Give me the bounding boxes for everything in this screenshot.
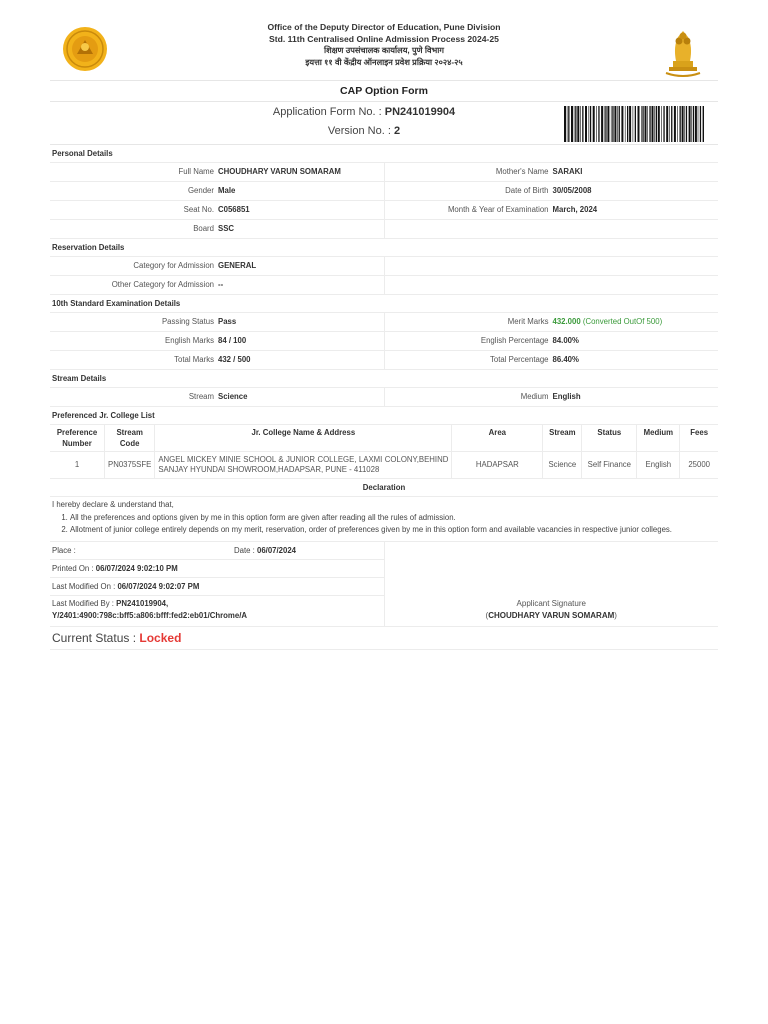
- place-field: [52, 542, 234, 559]
- header-line-3: शिक्षण उपसंचालक कार्यालय, पुणे विभाग: [324, 46, 444, 55]
- other-category-value: --: [218, 280, 224, 289]
- row-status: Self Finance: [582, 452, 637, 479]
- personal-row-2: [50, 182, 718, 201]
- total-marks-label: Total Marks: [174, 355, 214, 364]
- total-percentage-label: Total Percentage: [489, 355, 549, 364]
- place-date-row: [50, 542, 384, 560]
- total-percentage-value: 86.40%: [552, 355, 579, 364]
- row-college-name: ANGEL MICKEY MINIE SCHOOL & JUNIOR COLLEGE, LAXMI COLONY,BEHIND SANJAY HYUNDAI SHOWROOM,HADAPSAR, PUNE - 411028: [155, 452, 452, 479]
- last-modified-by-label: Last Modified By :: [52, 598, 114, 608]
- table-row: [50, 452, 718, 479]
- full-name-value: CHOUDHARY VARUN SOMARAM: [218, 167, 341, 176]
- seat-value: C056851: [218, 205, 250, 214]
- row-preference: 1: [50, 452, 105, 479]
- declaration-point-2: 2. Allotment of junior college entirely depends on my merit, reservation, order of preferences given by me in this option form and available vacancies in respective junior colleges.: [70, 524, 716, 537]
- reservation-row-1: [50, 257, 718, 276]
- header: [50, 18, 718, 80]
- col-fees: Fees: [680, 425, 718, 452]
- personal-details-title: Personal Details: [50, 145, 718, 163]
- row-fees: 25000: [680, 452, 718, 479]
- mother-name-value: SARAKI: [552, 167, 583, 176]
- total-marks-value: 432 / 500: [218, 355, 251, 364]
- gender-label: Gender: [187, 186, 214, 195]
- col-preference-number: Preference Number: [50, 425, 105, 452]
- header-line-1: Office of the Deputy Director of Education, Pune Division: [267, 22, 501, 32]
- date-field: [234, 542, 296, 559]
- last-modified-by-agent: Y/2401:4900:798c:bff5:a806:bfff:fed2:eb01/Chrome/A: [52, 610, 247, 620]
- reservation-details-title: Reservation Details: [50, 239, 718, 257]
- personal-row-4: [50, 220, 718, 239]
- personal-row-1: [50, 163, 718, 182]
- merit-marks-note: (Converted OutOf 500): [582, 317, 663, 326]
- footer-info: [50, 542, 718, 627]
- english-percentage-value: 84.00%: [552, 336, 579, 345]
- signature-paren-close: ): [614, 610, 617, 620]
- cap-option-form-page: [50, 18, 718, 650]
- gender-value: Male: [218, 186, 236, 195]
- seat-label: Seat No.: [183, 205, 214, 214]
- national-emblem-icon: [660, 23, 706, 77]
- last-modified-value: 06/07/2024 9:02:07 PM: [117, 581, 200, 591]
- exam-row-1: [50, 313, 718, 332]
- passing-status-value: Pass: [218, 317, 237, 326]
- declaration-intro: I hereby declare & understand that,: [52, 500, 174, 509]
- col-college-name: Jr. College Name & Address: [155, 425, 452, 452]
- category-label: Category for Admission: [133, 261, 214, 270]
- version-value: 2: [393, 125, 401, 137]
- stream-row: [50, 388, 718, 407]
- college-table: [50, 425, 718, 479]
- exam-month-value: March, 2024: [552, 205, 598, 214]
- application-number-value: PN241019904: [384, 106, 456, 118]
- header-line-2: Std. 11th Centralised Online Admission Process 2024-25: [269, 33, 499, 44]
- date-label: Date :: [234, 545, 255, 555]
- reservation-row-2: [50, 276, 718, 295]
- date-value: 06/07/2024: [256, 545, 297, 555]
- category-value: GENERAL: [218, 261, 257, 270]
- status-badge: Locked: [139, 630, 182, 645]
- printed-on-value: 06/07/2024 9:02:10 PM: [95, 563, 178, 573]
- last-modified-by-value: PN241019904,: [116, 598, 169, 608]
- status-label: Current Status :: [52, 630, 137, 645]
- stream-details-title: Stream Details: [50, 370, 718, 388]
- place-label: Place :: [52, 545, 76, 555]
- col-stream: Stream: [543, 425, 582, 452]
- application-info: [50, 102, 718, 145]
- passing-status-label: Passing Status: [161, 317, 214, 326]
- signature-label: Applicant Signature: [516, 598, 586, 608]
- current-status: [50, 627, 718, 650]
- row-stream-code: PN0375SFE: [105, 452, 155, 479]
- english-marks-label: English Marks: [165, 336, 214, 345]
- form-title: CAP Option Form: [50, 80, 718, 102]
- declaration-point-1: 1. All the preferences and options given by me in this option form are given after reading all the rules of admission.: [70, 512, 716, 525]
- exam-month-label: Month & Year of Examination: [447, 205, 549, 214]
- full-name-label: Full Name: [178, 167, 214, 176]
- exam-row-3: [50, 351, 718, 370]
- english-marks-value: 84 / 100: [218, 336, 247, 345]
- last-modified-row: [50, 578, 384, 596]
- row-medium: English: [637, 452, 680, 479]
- row-area: HADAPSAR: [452, 452, 543, 479]
- declaration-text: [50, 497, 718, 542]
- application-number-label: Application Form No. :: [272, 106, 382, 118]
- personal-row-3: [50, 201, 718, 220]
- dob-value: 30/05/2008: [552, 186, 592, 195]
- row-stream: Science: [543, 452, 582, 479]
- mother-name-label: Mother's Name: [495, 167, 549, 176]
- col-area: Area: [452, 425, 543, 452]
- col-status: Status: [582, 425, 637, 452]
- signature-paren-open: (: [485, 610, 489, 620]
- signature-name: CHOUDHARY VARUN SOMARAM: [488, 610, 615, 620]
- merit-marks-label: Merit Marks: [507, 317, 549, 326]
- college-table-header: [50, 425, 718, 452]
- medium-label: Medium: [520, 392, 549, 401]
- other-category-label: Other Category for Admission: [111, 280, 214, 289]
- dob-label: Date of Birth: [505, 186, 549, 195]
- board-label: Board: [193, 224, 214, 233]
- col-stream-code: Stream Code: [105, 425, 155, 452]
- version-label: Version No. :: [327, 125, 391, 137]
- last-modified-by-row: [50, 596, 384, 626]
- medium-value: English: [552, 392, 581, 401]
- stream-label: Stream: [188, 392, 214, 401]
- header-line-4: इयत्ता ११ वी केंद्रीय ऑनलाइन प्रवेश प्रक्रिया २०२४-२५: [305, 57, 463, 67]
- last-modified-label: Last Modified On :: [52, 581, 116, 591]
- declaration-title: Declaration: [50, 479, 718, 497]
- board-value: SSC: [218, 224, 235, 233]
- college-list-title: Preferenced Jr. College List: [50, 407, 718, 425]
- col-medium: Medium: [637, 425, 680, 452]
- english-percentage-label: English Percentage: [480, 336, 549, 345]
- applicant-signature: [385, 598, 719, 622]
- exam-details-title: 10th Standard Examination Details: [50, 295, 718, 313]
- printed-on-label: Printed On :: [52, 563, 94, 573]
- exam-row-2: [50, 332, 718, 351]
- printed-on-row: [50, 560, 384, 578]
- merit-marks-value: [553, 313, 663, 331]
- merit-marks-number: 432.000: [552, 317, 581, 326]
- stream-value: Science: [218, 392, 248, 401]
- header-lines: [50, 22, 718, 68]
- barcode-icon: [564, 106, 704, 142]
